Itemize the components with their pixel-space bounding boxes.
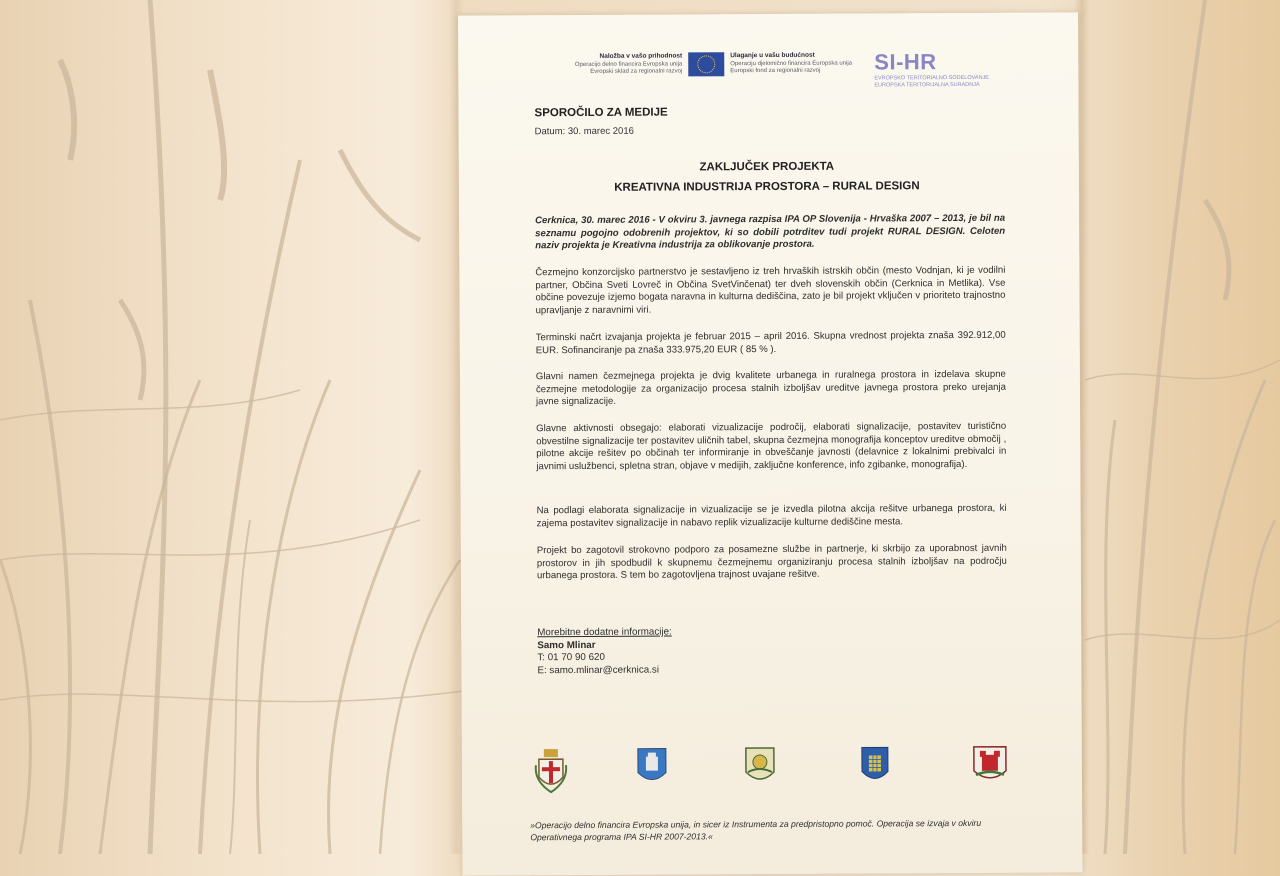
municipality-crests: [530, 745, 1010, 798]
paragraph-purpose: Glavni namen čezmejnega projekta je dvig kvalitete urbanega in ruralnega prostora in izdelava skupne čezmejne metodologije za organizacijo procesa stalnih izboljšav ureditve javnega prostora preko urejanja javne signalizacije.: [535, 368, 1006, 408]
logo-header: [556, 49, 1016, 99]
background-grass-left: [0, 0, 470, 854]
funding-footnote: »Operacijo delno financira Evropska unija, in sicer iz Instrumenta za predpristopno pomoč. Operacija se izvaja v okviru Operativnega programa IPA SI-HR 2007-2013.«: [530, 817, 982, 842]
lead-paragraph: Cerknica, 30. marec 2016 - V okviru 3. javnega razpisa IPA OP Slovenija - Hrvaška 2007 – 2013, je bil na seznamu pogojno odobrenih projektov, ki so dobili potrditev tudi projekt RURAL DESIGN. Celoten naziv projekta je Kreativna industrija za oblikovanje prostora.: [535, 212, 1006, 252]
eu-flag-icon: [688, 52, 724, 76]
crest-vodnjan-icon: [534, 747, 568, 793]
eu-logo-hr-line2: Operaciju djelomično financira Europska unija: [730, 60, 853, 67]
eu-logo-text-si: [556, 52, 682, 76]
contact-heading: Morebitne dodatne informacije:: [537, 626, 672, 639]
si-hr-programme-logo: [874, 49, 1024, 94]
crest-cerknica-icon: [860, 745, 890, 785]
eu-logo-si-line1: Naložba v vašo prihodnost: [599, 52, 683, 60]
document-title-line1: ZAKLJUČEK PROJEKTA: [699, 160, 835, 174]
contact-phone: T: 01 70 90 620: [537, 652, 605, 664]
paragraph-activities: Glavne aktivnosti obsegajo: elaborati vizualizacije področij, elaborati signalizacije, postavitev turistično obvestilne signalizacije ter postavitev uličnih tabel, skupna čezmejna monografija konceptov ureditve območij , pilotne akcije rešitev po občinah ter informiranje in obveščanje javnosti (delavnice z lokalnimi prebivalci in javnimi uslužbenci, spletna stran, objave v medijih, zaključne konference, info zgibanke, monografija).: [536, 420, 1007, 473]
document-label: SPOROČILO ZA MEDIJE: [534, 106, 668, 120]
eu-logo-hr-line1: Ulaganje u vašu budućnost: [730, 51, 815, 60]
eu-logo-si-line2: Operacijo delno financira Evropska unija: [574, 60, 683, 68]
eu-logo-text-hr: [730, 52, 856, 76]
crest-metlika-icon: [972, 745, 1008, 785]
press-release-sheet: [458, 12, 1082, 875]
crest-sveti-lovrec-icon: [636, 747, 668, 787]
crest-svetvincenat-icon: [744, 746, 776, 786]
paragraph-support: Projekt bo zagotovil strokovno podporo za posamezne službe in partnerje, ki skrbijo za uporabnost javnih prostorov in jih spodbudil k skupnemu čezmejnemu organiziranju procesa stalnih izboljšav na področju urbanega prostora. S tem bo zagotovljena trajnost uvajane rešitve.: [536, 542, 1007, 582]
paragraph-partnership: Čezmejno konzorcijsko partnerstvo je sestavljeno iz treh hrvaških istrskih občin (mesto Vodnjan, ki je vodilni partner, Občina Sveti Lovreč in Občina SvetVinčenat) ter dveh slovenskih občin (Cerknica in Metlika). Vse občine povezuje izjemo bogata naravna in kulturna dediščina, zato je bil projekt vključen v prioriteto trajnostno upravljanje z naravnimi viri.: [535, 264, 1006, 317]
eu-logo-hr-line3: Europski fond za regionalni razvoj: [730, 67, 821, 75]
paragraph-timeline: Terminski načrt izvajanja projekta je februar 2015 – april 2016. Skupna vrednost projekta znaša 392.912,00 EUR. Sofinanciranje pa znaša 333.975,20 EUR ( 85 % ).: [535, 329, 1006, 356]
si-hr-logo-sub1: EVROPSKO TERITORIALNO SODELOVANJE: [874, 74, 989, 82]
document-title-line2: KREATIVNA INDUSTRIJA PROSTORA – RURAL DESIGN: [614, 180, 920, 194]
paragraph-pilot: Na podlagi elaborata signalizacije in vizualizacije se je izvedla pilotna akcija rešitve urbanega prostora, ki zajema postavitev signalizacije in nabavo replik vizualizacije kulturne dediščine mesta.: [536, 502, 1007, 529]
background-grass-right: [1085, 0, 1280, 854]
document-date: Datum: 30. marec 2016: [534, 125, 634, 138]
contact-email: E: samo.mlinar@cerknica.si: [537, 664, 660, 676]
eu-logo-si-line3: Evropski sklad za regionalni razvoj: [590, 68, 683, 75]
contact-name: Samo Mlinar: [537, 639, 596, 651]
si-hr-logo-sub2: EUROPSKA TERITORIJALNA SURADNJA: [874, 81, 980, 88]
contact-block: [537, 627, 672, 678]
sheet-content: [526, 13, 1007, 842]
si-hr-logo-text: SI-HR: [874, 49, 937, 75]
